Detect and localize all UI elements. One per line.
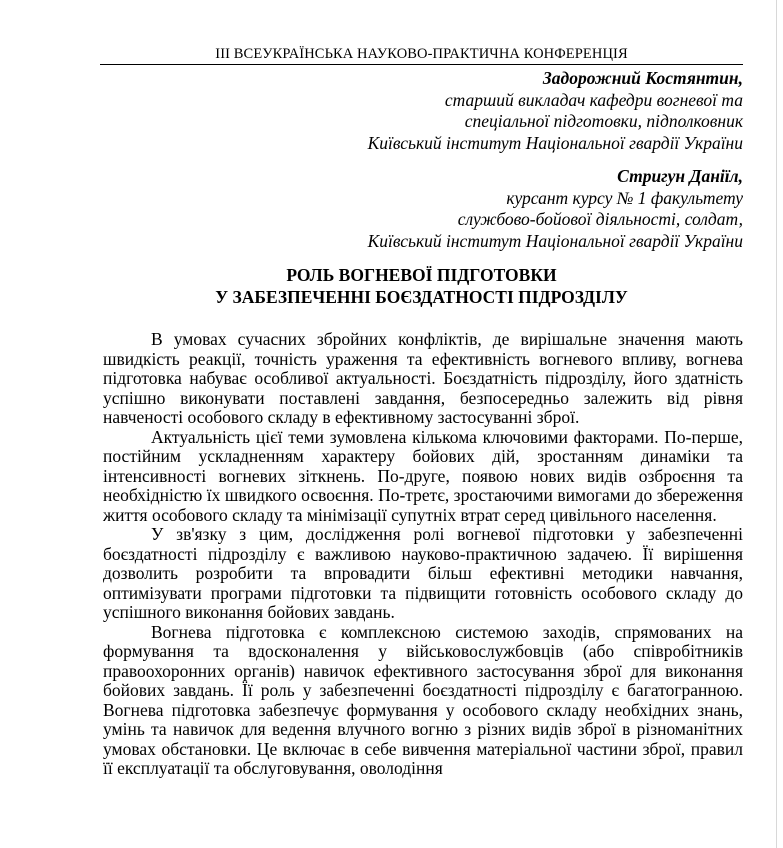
body-paragraph: У зв'язку з цим, дослідження ролі вогневої підготовки у забезпеченні боєздатності підрозділу є важливою науково-практичною задачею. Її вирішення дозволить розробити та впровадити більш ефективні методики навчання, оптимізувати програми підготовки та підвищити готовність особового складу до успішного виконання бойових завдань. — [103, 524, 743, 622]
body-paragraph: Вогнева підготовка є комплексною системою заходів, спрямованих на формування та вдосконалення у військовослужбовців (або співробітників правоохоронних органів) навичок ефективного застосування зброї для виконання бойових завдань. Її роль у забезпеченні боєздатності підрозділу є багатогранною. Вогнева підготовка забезпечує формування у особового складу необхідних знань, умінь та навичок для ведення влучного вогню з різних видів зброї в різноманітних умовах обстановки. Це включає в себе вивчення матеріальної частини зброї, правил її експлуатації та обслуговування, оволодіння — [103, 621, 743, 778]
running-header: ІІІ ВСЕУКРАЇНСЬКА НАУКОВО-ПРАКТИЧНА КОНФЕРЕНЦІЯ — [215, 46, 628, 62]
author-block-2 — [300, 166, 743, 252]
author-block-1 — [300, 68, 743, 154]
author-name: Задорожний Костянтин, — [542, 68, 743, 88]
body-paragraph: Актуальність цієї теми зумовлена кількома ключовими факторами. По-перше, постійним ускладненням характеру бойових дій, зростанням динаміки та інтенсивності вогневих зіткнень. По-друге, появою нових видів озброєння та необхідністю їх швидкого освоєння. По-третє, зростаючими вимогами до збереження життя особового складу та мінімізації супутніх втрат серед цивільного населення. — [103, 426, 743, 525]
author-position: службово-бойової діяльності, солдат, — [457, 209, 743, 229]
title-line: РОЛЬ ВОГНЕВОЇ ПІДГОТОВКИ — [286, 265, 557, 285]
header-rule — [100, 64, 743, 65]
author-position: курсант курсу № 1 факультету — [506, 187, 743, 208]
author-name: Стригун Даніїл, — [617, 166, 743, 186]
author-affiliation: Київський інститут Національної гвардії України — [367, 230, 743, 251]
author-affiliation: Київський інститут Національної гвардії України — [367, 132, 743, 153]
body-paragraph: В умовах сучасних збройних конфліктів, де вирішальне значення мають швидкість реакції, точність ураження та ефективність вогневого впливу, вогнева підготовка набуває особливої актуальності. Боєздатність підрозділу, його здатність успішно виконувати поставлені завдання, безпосередньо залежить від рівня навченості особового складу в ефективному застосуванні зброї. — [103, 329, 743, 427]
article-body — [103, 330, 743, 779]
page-edge — [776, 0, 777, 848]
author-position: старший викладач кафедри вогневої та — [444, 89, 743, 110]
author-position: спеціальної підготовки, підполковник — [464, 111, 743, 131]
title-line: У ЗАБЕЗПЕЧЕННІ БОЄЗДАТНОСТІ ПІДРОЗДІЛУ — [215, 287, 628, 307]
article-title — [100, 264, 743, 308]
